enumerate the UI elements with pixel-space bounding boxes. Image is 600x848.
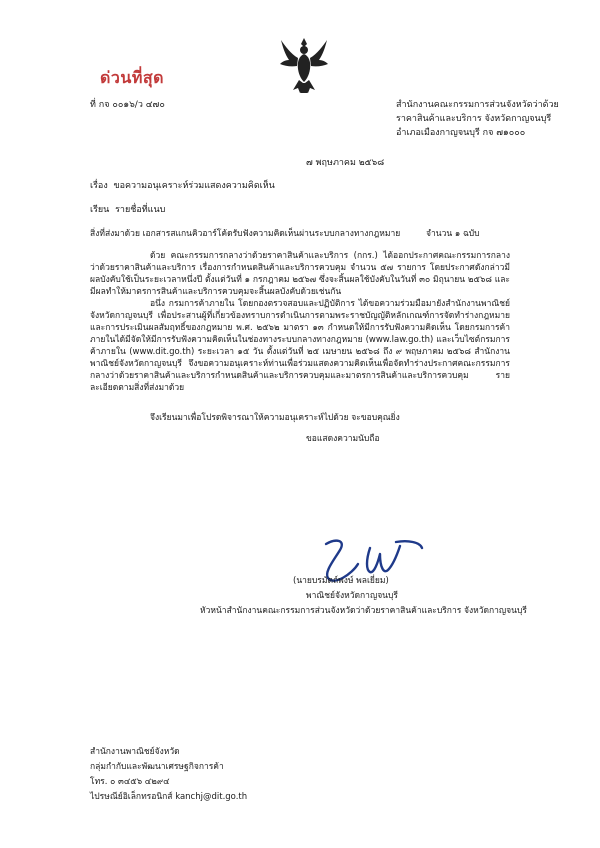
sender-address-line1: สำนักงานคณะกรรมการส่วนจังหวัดว่าด้วย [396,100,559,110]
body-paragraph-2: อนึ่ง กรมการค้าภายใน โดยกองตรวจสอบและปฏิบัติการ ได้ขอความร่วมมือมายังสำนักงานพาณิชย์จังหวัดกาญจนบุรี เพื่อประสานผู้ที่เกี่ยวข้องทราบการดำเนินการตามพระราชบัญญัติหลักเกณฑ์การจัดทำร่างกฎหมายและการประเมินผลสัมฤทธิ์ของกฎหมาย พ.ศ. ๒๕๖๒ มาตรา ๑๓ กำหนดให้มีการรับฟังความคิดเห็น โดยกรมการค้าภายในได้มีจัดให้มีการรับฟังความคิดเห็นในช่องทางระบบกลางทางกฎหมาย (www.law.go.th) และเว็บไซต์กรมการค้าภายใน (www.dit.go.th) ระยะเวลา ๑๕ วัน ตั้งแต่วันที่ ๒๕ เมษายน ๒๕๖๘ ถึง ๙ พฤษภาคม ๒๕๖๘ สำนักงานพาณิชย์จังหวัดกาญจนบุรี จึงขอความอนุเคราะห์ท่านเพื่อร่วมแสดงความคิดเห็นเพื่อจัดทำร่างประกาศคณะกรรมการกลางว่าด้วยราคาสินค้าและบริการกำหนดสินค้าและบริการควบคุมและมาตรการสินค้าและบริการควบคุม รายละเอียดตามสิ่งที่ส่งมาด้วย [90,299,510,393]
enclosure-text: สิ่งที่ส่งมาด้วย เอกสารสแกนคิวอาร์โค้ดรับฟังความคิดเห็นผ่านระบบกลางทางกฎหมาย [90,229,401,239]
body-paragraph-1: ด้วย คณะกรรมการกลางว่าด้วยราคาสินค้าและบริการ (กกร.) ได้ออกประกาศคณะกรรมการกลางว่าด้วยราคาสินค้าและบริการ เรื่องการกำหนดสินค้าและบริการควบคุม จำนวน ๕๗ รายการ โดยประกาศดังกล่าวมีผลบังคับใช้เป็นระยะเวลาหนึ่งปี ตั้งแต่วันที่ ๑ กรกฎาคม ๒๕๖๗ ซึ่งจะสิ้นผลใช้บังคับในวันที่ ๓๐ มิถุนายน ๒๕๖๘ และมีผลทำให้มาตรการสินค้าและบริการควบคุมจะสิ้นผลบังคับด้วยเช่นกัน [90,251,510,297]
enclosure-quantity: จำนวน ๑ ฉบับ [426,229,480,239]
closing-salutation: ขอแสดงความนับถือ [306,434,380,444]
subject-line [90,180,275,192]
subject-label: เรื่อง [90,181,108,191]
footer-email: ไปรษณีย์อิเล็กทรอนิกส์ kanchj@dit.go.th [90,792,248,802]
document-number: ที่ กจ ๐๐๑๖/ว ๔๗๐ [90,100,165,110]
urgency-stamp: ด่วนที่สุด [100,68,165,87]
recipient-label: เรียน [90,205,110,215]
signatory-position-1: พาณิชย์จังหวัดกาญจนบุรี [306,591,398,601]
signatory-position-2: หัวหน้าสำนักงานคณะกรรมการส่วนจังหวัดว่าด้วยราคาสินค้าและบริการ จังหวัดกาญจนบุรี [200,606,527,616]
recipient-text: รายชื่อที่แนบ [115,205,166,215]
footer-phone: โทร. ๐ ๓๔๕๖ ๔๒๙๔ [90,777,170,787]
subject-text: ขอความอนุเคราะห์ร่วมแสดงความคิดเห็น [113,181,275,191]
footer-division: กลุ่มกำกับและพัฒนาเศรษฐกิจการค้า [90,762,224,772]
sender-address-line2: ราคาสินค้าและบริการ จังหวัดกาญจนบุรี [396,114,552,124]
signatory-name: (นายบรมัตถ์พงษ์ พลเยี่ยม) [293,576,389,586]
document-date: ๗ พฤษภาคม ๒๕๖๘ [306,158,385,168]
garuda-emblem-icon [279,36,329,96]
closing-request: จึงเรียนมาเพื่อโปรดพิจารณาให้ความอนุเคราะห์ไปด้วย จะขอบคุณยิ่ง [150,413,400,423]
recipient-line [90,204,165,216]
footer-office: สำนักงานพาณิชย์จังหวัด [90,747,180,757]
sender-address-line3: อำเภอเมืองกาญจนบุรี กจ ๗๑๐๐๐ [396,128,526,138]
